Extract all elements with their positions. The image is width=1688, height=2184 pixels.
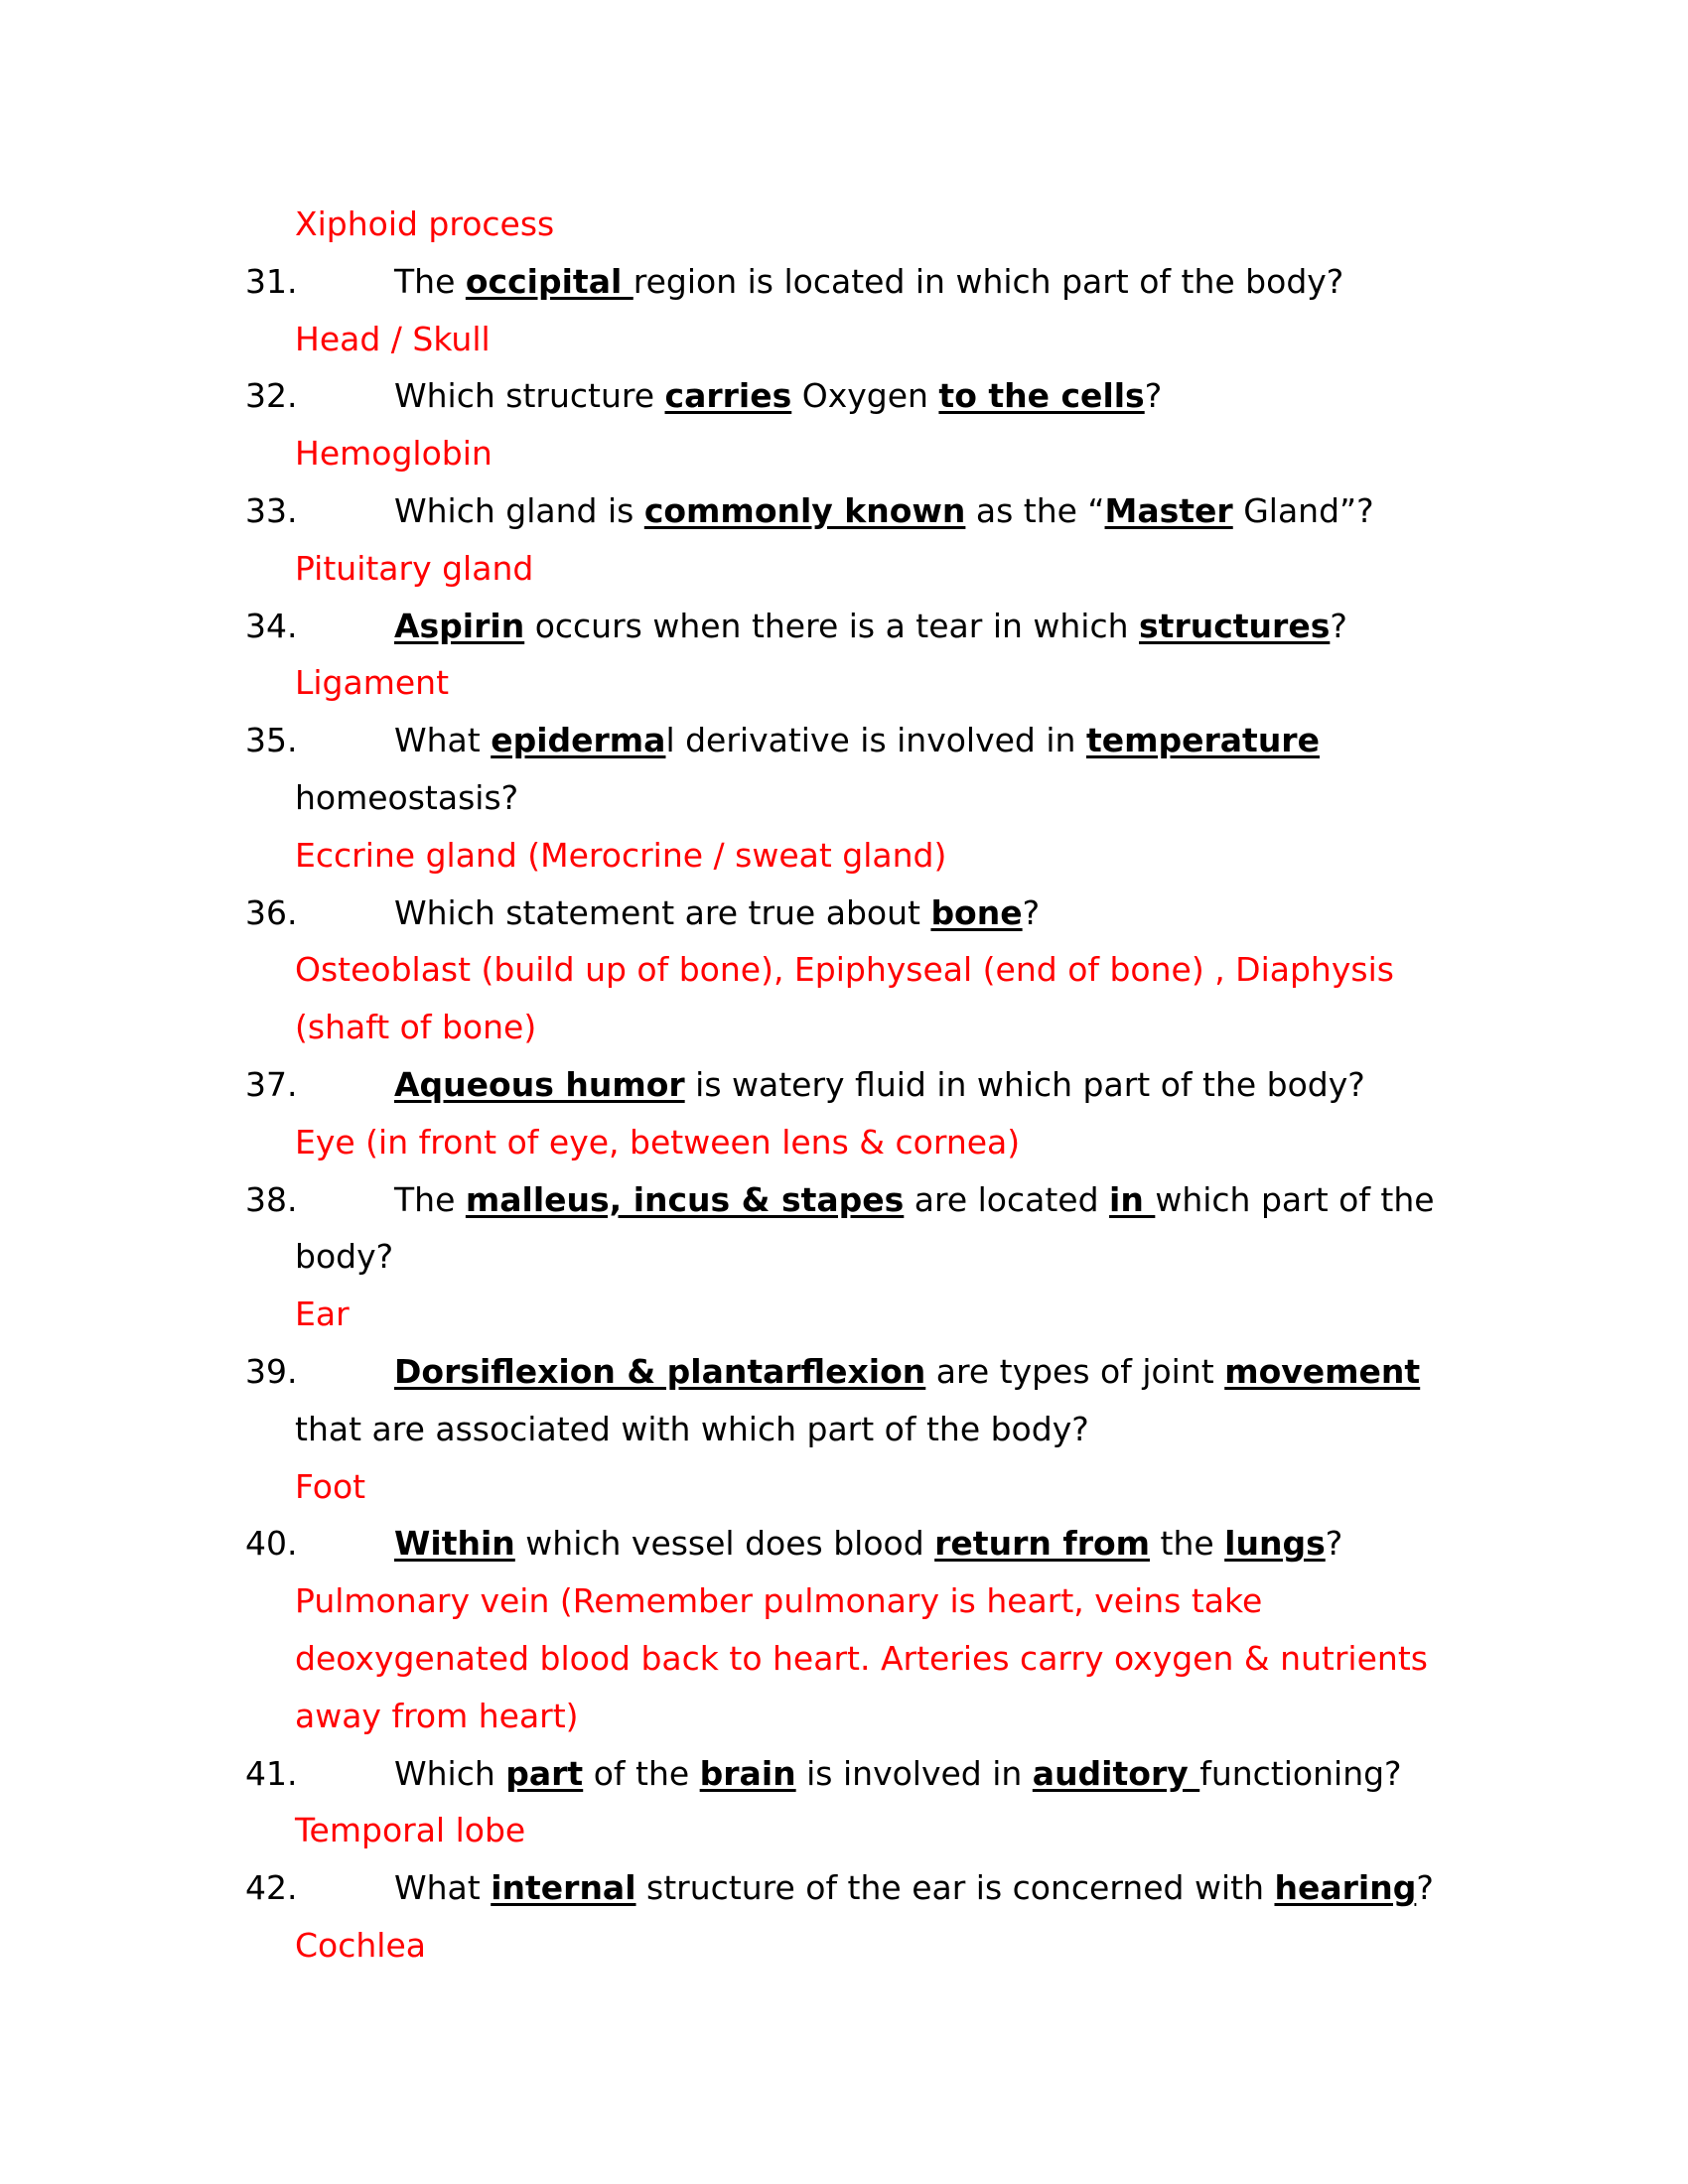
question-text-run: homeostasis? (295, 777, 519, 817)
question-text-run: of the (583, 1753, 700, 1793)
question-text-run: are types of joint (925, 1351, 1225, 1391)
question-number: 36. (245, 892, 298, 932)
question-line (0, 1745, 1688, 1803)
question-line (0, 1056, 1688, 1114)
emphasized-term: lungs (1224, 1524, 1326, 1564)
question-text-run: are located (904, 1179, 1110, 1219)
question-number: 41. (245, 1753, 298, 1793)
emphasized-term: epiderma (491, 721, 666, 760)
question-text-run: is watery fluid in which part of the body? (684, 1064, 1365, 1104)
question-text-run: ? (1022, 892, 1041, 932)
question-text (394, 253, 1343, 311)
emphasized-term: bone (930, 892, 1023, 932)
question-text (394, 367, 1162, 425)
question-text (394, 1515, 1342, 1572)
question-line (0, 482, 1688, 540)
emphasized-term: Within (394, 1524, 515, 1564)
question-text-run: l derivative is involved in (665, 721, 1086, 760)
question-text-run: ? (1144, 376, 1163, 416)
emphasized-term: commonly known (643, 490, 966, 530)
question-text-run: functioning? (1199, 1753, 1402, 1793)
emphasized-term: to the cells (938, 376, 1145, 416)
question-line (0, 1515, 1688, 1572)
answer-line: Ear (295, 1295, 350, 1334)
question-text-run: occurs when there is a tear in which (524, 606, 1140, 645)
emphasized-term: in (1109, 1179, 1156, 1219)
answer-line: Foot (295, 1466, 366, 1506)
emphasized-term: Aqueous humor (394, 1064, 685, 1104)
answer-line: Pituitary gland (295, 548, 534, 588)
answer-line: Head / Skull (295, 319, 491, 358)
question-text-run: The (394, 1179, 466, 1219)
emphasized-term: Aspirin (394, 606, 525, 645)
question-line (0, 712, 1688, 769)
question-text-run: ? (1330, 606, 1347, 645)
question-number: 38. (245, 1179, 298, 1219)
answer-line: Osteoblast (build up of bone), Epiphyseal (end of bone) , Diaphysis (295, 950, 1394, 990)
emphasized-term: Master (1104, 490, 1233, 530)
question-text-run: region is located in which part of the body? (633, 261, 1344, 301)
emphasized-term: brain (699, 1753, 796, 1793)
emphasized-term: malleus, incus & stapes (465, 1179, 905, 1219)
question-text-run: ? (1416, 1868, 1434, 1908)
answer-line: Pulmonary vein (Remember pulmonary is heart, veins take (295, 1581, 1263, 1621)
question-continuation (0, 1401, 1688, 1458)
question-text-run: Gland”? (1232, 490, 1374, 530)
question-text-run: What (394, 721, 492, 760)
question-text-run: body? (295, 1237, 394, 1277)
answer-line: Eccrine gland (Merocrine / sweat gland) (295, 835, 947, 875)
question-text-run: is involved in (795, 1753, 1033, 1793)
question-text-run: which vessel does blood (514, 1524, 935, 1564)
emphasized-term: hearing (1274, 1868, 1417, 1908)
emphasized-term: return from (934, 1524, 1151, 1564)
question-number: 32. (245, 376, 298, 416)
question-line (0, 1343, 1688, 1401)
question-text (394, 885, 1040, 942)
answer-line: Temporal lobe (295, 1811, 526, 1850)
emphasized-term: movement (1224, 1351, 1421, 1391)
question-text (394, 1171, 1435, 1229)
question-text-run: structure of the ear is concerned with (635, 1868, 1275, 1908)
question-text (394, 1343, 1420, 1401)
emphasized-term: carries (664, 376, 792, 416)
question-line (0, 253, 1688, 311)
question-line (0, 885, 1688, 942)
question-text (394, 482, 1374, 540)
question-text-run: the (1150, 1524, 1225, 1564)
question-text-run: ? (1325, 1524, 1343, 1564)
question-number: 33. (245, 490, 298, 530)
question-text-run: Oxygen (791, 376, 939, 416)
question-continuation (0, 1228, 1688, 1286)
question-text (394, 598, 1347, 655)
question-text (394, 712, 1320, 769)
document-page (0, 196, 1688, 1975)
question-number: 40. (245, 1524, 298, 1564)
question-line (0, 598, 1688, 655)
question-text (394, 1056, 1365, 1114)
question-continuation (0, 769, 1688, 827)
question-text-run: that are associated with which part of the body? (295, 1409, 1089, 1448)
emphasized-term: part (505, 1753, 584, 1793)
question-text-run: Which structure (394, 376, 665, 416)
emphasized-term: auditory (1032, 1753, 1200, 1793)
emphasized-term: occipital (465, 261, 633, 301)
emphasized-term: Dorsiflexion & plantarflexion (394, 1351, 926, 1391)
answer-line: Eye (in front of eye, between lens & cornea) (295, 1122, 1021, 1161)
question-number: 39. (245, 1351, 298, 1391)
question-line (0, 1171, 1688, 1229)
emphasized-term: structures (1139, 606, 1331, 645)
answer-line: away from heart) (295, 1696, 579, 1735)
question-line (0, 1859, 1688, 1917)
question-text (394, 1859, 1434, 1917)
emphasized-term: internal (491, 1868, 636, 1908)
answer-line: (shaft of bone) (295, 1008, 537, 1047)
question-number: 31. (245, 261, 298, 301)
question-text-run: as the “ (965, 490, 1105, 530)
answer-line: Cochlea (295, 1925, 426, 1965)
question-text-run: What (394, 1868, 492, 1908)
question-text-run: Which (394, 1753, 506, 1793)
question-text-run: Which gland is (394, 490, 644, 530)
answer-line: deoxygenated blood back to heart. Arteries carry oxygen & nutrients (295, 1638, 1428, 1678)
question-text-run: The (394, 261, 466, 301)
question-text-run: Which statement are true about (394, 892, 931, 932)
question-text-run: which part of the (1155, 1179, 1435, 1219)
emphasized-term: temperature (1085, 721, 1320, 760)
question-number: 42. (245, 1868, 298, 1908)
question-number: 35. (245, 721, 298, 760)
answer-line: Hemoglobin (295, 434, 492, 474)
question-number: 34. (245, 606, 298, 645)
question-line (0, 367, 1688, 425)
question-text (394, 1745, 1402, 1803)
answer-line: Xiphoid process (295, 205, 555, 243)
question-number: 37. (245, 1064, 298, 1104)
answer-line: Ligament (295, 663, 450, 703)
